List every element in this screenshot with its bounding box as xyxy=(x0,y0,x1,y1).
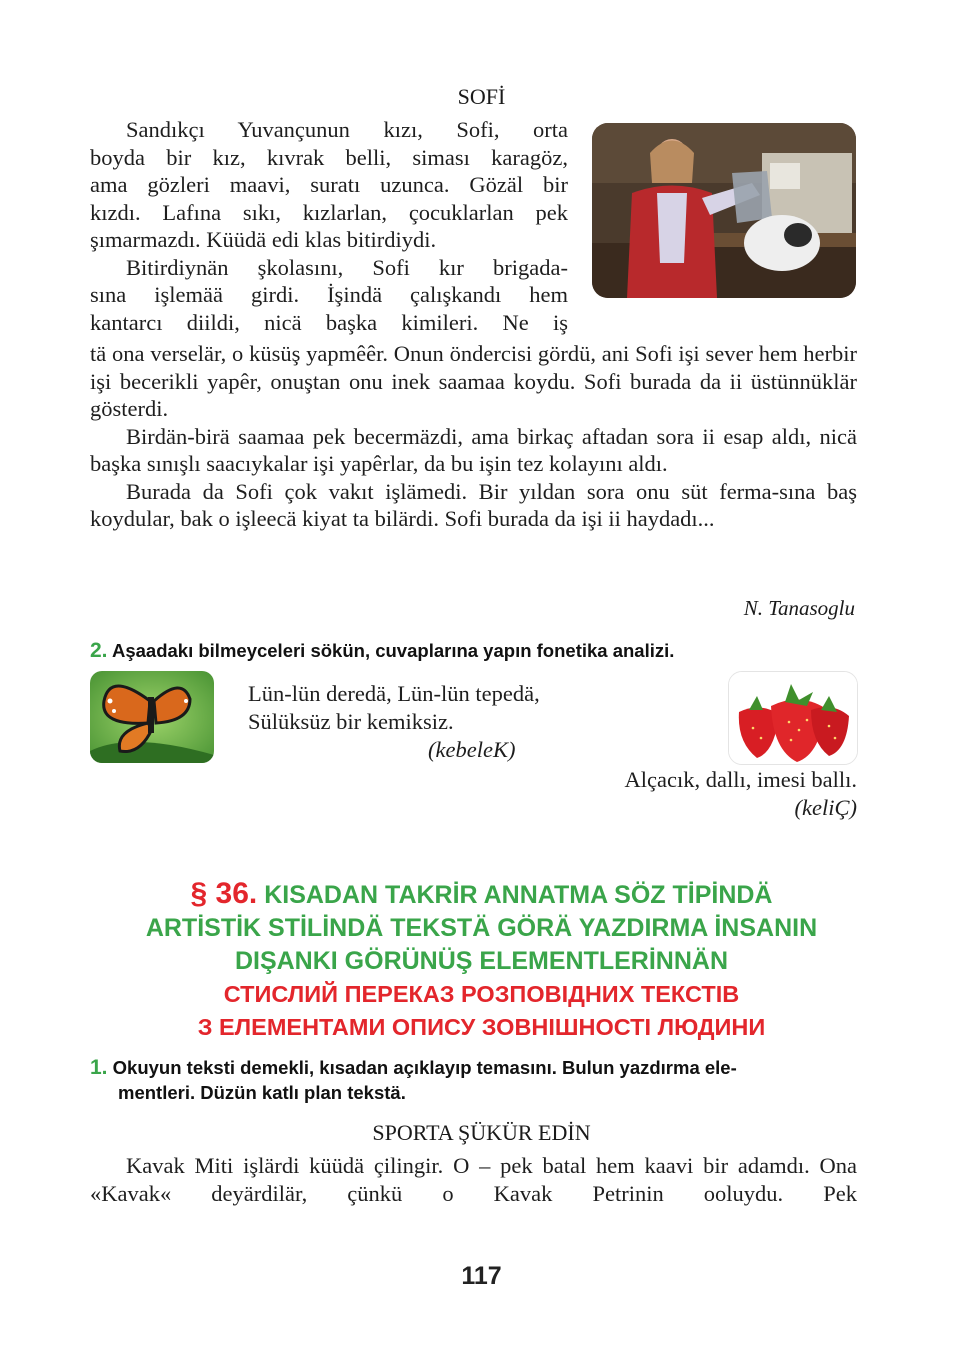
text-line: kantarcı diildi, nicä başka kimileri. Ne iş xyxy=(90,309,568,335)
story-paragraph-4: Burada da Sofi çok vakıt işlämedi. Bir yıldan sora onu süt ferma-sına baş koydular, bak o işleecä kiyat ta bilärdi. Sofi burada da işi ii haydadı... xyxy=(90,478,857,531)
story-title: SOFİ xyxy=(457,84,506,109)
text-line: Sandıkçı Yuvançunun kızı, Sofi, orta xyxy=(126,117,568,142)
page-number: 117 xyxy=(461,1262,502,1290)
butterfly-photo xyxy=(90,671,214,763)
section-title-ukr-line: СТИСЛИЙ ПЕРЕКАЗ РОЗПОВІДНИХ ТЕКСТІВ xyxy=(223,981,740,1007)
story-title: SPORTA ŞÜKÜR EDİN xyxy=(372,1120,591,1145)
task-text: Okuyun teksti demekli, kısadan açıklayıp temasını. Bulun yazdırma ele- xyxy=(112,1057,737,1078)
section-title-line: DIŞANKI GÖRÜNÜŞ ELEMENTLERİNNÄN xyxy=(234,947,729,975)
task-1 xyxy=(90,1055,870,1105)
text-line: boyda bir kız, kıvrak belli, siması karagöz, xyxy=(90,144,568,170)
section-title-line: ARTİSTİK STİLİNDÄ TEKSTÄ GÖRÄ YAZDIRMA İNSANIN xyxy=(145,914,818,942)
text-line: ama gözleri maavi, suratı uzunca. Gözäl bir xyxy=(90,172,568,197)
text-line: sına işlemää girdi. İşindä çalışkandı hem xyxy=(90,282,568,307)
text-line: şımarmazdı. Küüdä edi klas bitirdiydi. xyxy=(90,227,437,252)
author-name: N. Tanasoglu xyxy=(743,596,855,620)
task-text: mentleri. Düzün katlı plan tekstä. xyxy=(118,1082,406,1103)
riddle-line: Alçacık, dallı, imesi ballı. xyxy=(624,767,857,792)
riddle-answer: (kebeleK) xyxy=(428,737,516,762)
riddle-line: Sülüksüz bir kemiksiz. xyxy=(248,709,454,734)
text-line: kızdı. Lafına sıkı, kızlarlan, çocuklarlan pek xyxy=(90,199,568,225)
section-heading xyxy=(60,877,903,1044)
story-paragraph-3: Birdän-birä saamaa pek becermäzdi, ama birkaç aftadan sora ii esap aldı, nicä başka sınışlı saacıykalar işi yapêrlar, da bu işin tez kolayını aldı. xyxy=(90,423,857,476)
strawberry-photo xyxy=(728,671,858,765)
story-paragraph-1: Kavak Miti işlärdi küüdä çilingir. O – pek batal hem kaavi bir adamdı. Ona «Kavak« deyärdilär, çünkü o Kavak Petrinin ooluydu. Pek xyxy=(90,1153,857,1206)
story-paragraph-1 xyxy=(90,116,568,336)
task-number: 2. xyxy=(90,639,108,662)
story-paragraph-2-rest: tä ona verselär, o küsüş yapmêêr. Onun öndercisi gördü, ani Sofi işi sever hem herbir işi becerikli yapêr, onuştan onu inek saamaa koydu. Sofi burada da ii üstünnüklär gösterdi. xyxy=(90,341,857,421)
task-number: 1. xyxy=(90,1056,108,1079)
task-text: Aşaadakı bilmeyceleri sökün, cuvaplarına yapın fonetika analizi. xyxy=(111,640,675,661)
section-number: § 36. xyxy=(190,877,258,910)
riddle-1 xyxy=(248,680,540,764)
story-body-wide xyxy=(90,340,857,533)
riddle-answer: (keliÇ) xyxy=(794,795,857,820)
story-2-body xyxy=(90,1152,857,1207)
riddle-2 xyxy=(625,766,857,822)
section-title-line: KISADAN TAKRİR ANNATMA SÖZ TİPİNDÄ xyxy=(264,881,773,909)
section-title-ukr-line: З ЕЛЕМЕНТАМИ ОПИСУ ЗОВНІШНОСТІ ЛЮДИНИ xyxy=(197,1014,766,1040)
woman-with-calf-photo xyxy=(592,123,856,298)
riddle-line: Lün-lün deredä, Lün-lün tepedä, xyxy=(248,681,540,706)
text-line: Bitirdiynän şkolasını, Sofi kır brigada- xyxy=(126,254,568,280)
task-2 xyxy=(90,638,890,663)
